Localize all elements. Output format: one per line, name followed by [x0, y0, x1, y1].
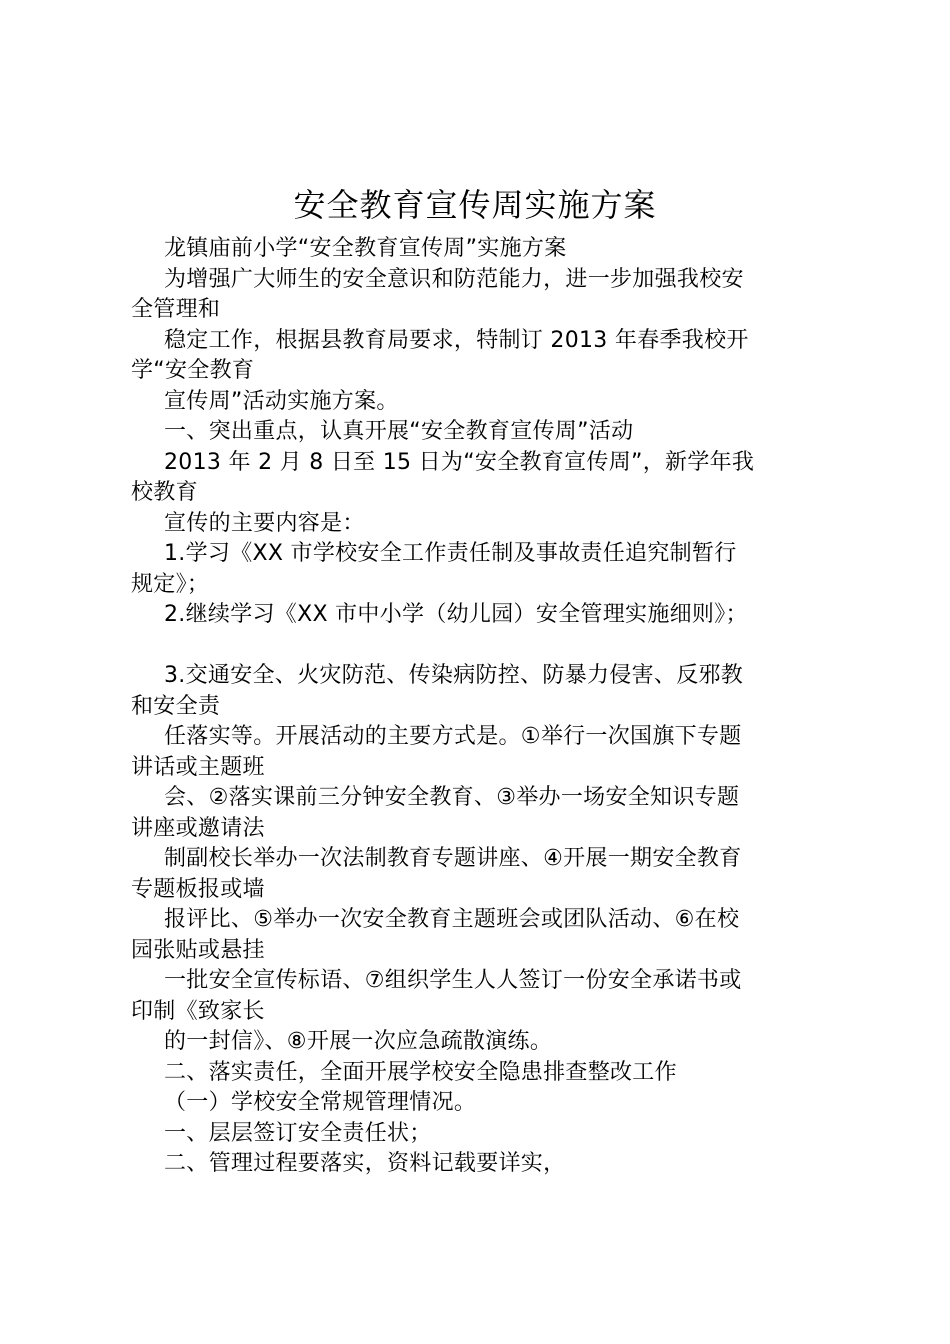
- text-line: 制副校长举办一次法制教育专题讲座、④开展一期安全教育: [164, 846, 742, 871]
- text-line: 学“安全教育: [131, 358, 255, 383]
- text-line: 会、②落实课前三分钟安全教育、③举办一场安全知识专题: [164, 785, 740, 810]
- text-line: 宣传周”活动实施方案。: [164, 388, 399, 414]
- text-line: 讲话或主题班: [131, 754, 265, 780]
- text-line: 3.交通安全、火灾防范、传染病防控、防暴力侵害、反邪教: [164, 663, 744, 688]
- document-body: [131, 234, 841, 1180]
- text-line: 校教育: [131, 480, 198, 505]
- text-line: 为增强广大师生的安全意识和防范能力，进一步加强我校安: [164, 266, 744, 292]
- text-line: 宣传的主要内容是：: [164, 510, 365, 536]
- text-line: 二、落实责任，全面开展学校安全隐患排查整改工作: [164, 1059, 677, 1085]
- text-line: 园张贴或悬挂: [131, 937, 265, 963]
- text-line: 1.学习《XX 市学校安全工作责任制及事故责任追究制暂行: [164, 541, 737, 566]
- text-line: 2.继续学习《XX 市中小学（幼儿园）安全管理实施细则》；: [164, 602, 748, 627]
- text-line: 讲座或邀请法: [131, 815, 265, 841]
- text-line: 二、管理过程要落实，资料记载要详实，: [164, 1151, 566, 1176]
- text-line: 全管理和: [131, 297, 221, 322]
- text-line: 的一封信》、⑧开展一次应急疏散演练。: [164, 1029, 553, 1054]
- text-line: 和安全责: [131, 693, 221, 719]
- text-line: 印制《致家长: [131, 998, 265, 1024]
- text-line: 一批安全宣传标语、⑦组织学生人人签订一份安全承诺书或: [164, 968, 742, 993]
- text-line: [131, 631, 841, 662]
- text-line: 龙镇庙前小学“安全教育宣传周”实施方案: [164, 236, 567, 261]
- text-line: 一、突出重点，认真开展“安全教育宣传周”活动: [164, 419, 634, 444]
- text-line: 专题板报或墙: [131, 876, 265, 902]
- text-line: 任落实等。开展活动的主要方式是。①举行一次国旗下专题: [164, 724, 742, 749]
- text-line: 规定》；: [131, 571, 210, 597]
- page-title: 安全教育宣传周实施方案: [293, 186, 657, 224]
- text-line: 2013 年 2 月 8 日至 15 日为“安全教育宣传周”，新学年我: [164, 449, 755, 475]
- text-line: 稳定工作，根据县教育局要求，特制订 2013 年春季我校开: [164, 327, 749, 353]
- text-line: 报评比、⑤举办一次安全教育主题班会或团队活动、⑥在校: [164, 907, 740, 932]
- text-line: （一）学校安全常规管理情况。: [164, 1090, 477, 1115]
- text-line: 一、层层签订安全责任状；: [164, 1120, 432, 1146]
